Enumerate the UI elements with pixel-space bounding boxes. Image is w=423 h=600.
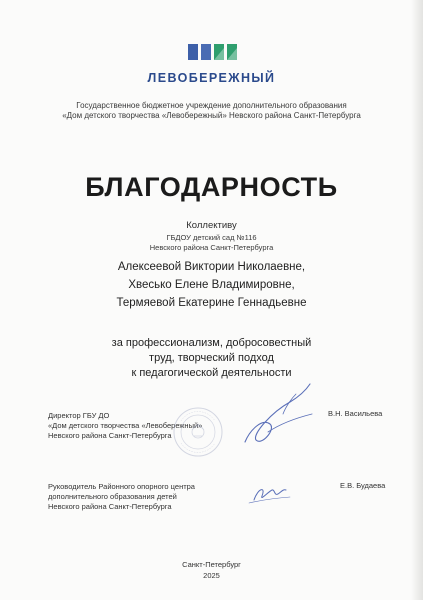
recipient-name: Алексеевой Виктории Николаевне, (117, 261, 306, 273)
institution-line: Невского района Санкт-Петербурга (149, 243, 274, 252)
footer-year: 2025 (203, 571, 220, 580)
seal-stamp-icon (174, 408, 222, 456)
center-head-handwritten-signature-icon (249, 490, 290, 503)
reason-line: за профессионализм, добросовестный (111, 337, 312, 349)
reason-line: к педагогической деятельности (131, 367, 292, 379)
signer-position-line: Невского района Санкт-Петербурга (48, 431, 172, 440)
logo-text: ЛЕВОБЕРЕЖНЫЙ (147, 71, 276, 85)
signer-position-line: Директор ГБУ ДО (48, 411, 110, 420)
footer-city: Санкт-Петербург (182, 560, 241, 569)
signer-position-line: дополнительного образования детей (48, 492, 177, 501)
center-head-name: Е.В. Будаева (340, 481, 386, 490)
recipient-heading: Коллективу (186, 220, 237, 231)
footer (0, 559, 423, 581)
org-line: Государственное бюджетное учреждение дополнительного образования (76, 101, 347, 110)
institution-line: ГБДОУ детский сад №116 (166, 233, 257, 242)
document-title: БЛАГОДАРНОСТЬ (85, 172, 338, 202)
recipient-name: Хвесько Елене Владимировне, (128, 279, 295, 291)
reason-line: труд, творческий подход (149, 352, 274, 364)
org-line: «Дом детского творчества «Левобережный» Невского района Санкт-Петербурга (62, 111, 361, 120)
director-name: В.Н. Васильева (328, 409, 383, 418)
recipient-name: Термяевой Екатерине Геннадьевне (116, 297, 307, 309)
director-handwritten-signature-icon (245, 384, 312, 442)
signer-position-line: Невского района Санкт-Петербурга (48, 502, 172, 511)
signer-position-line: Руководитель Районного опорного центра (48, 482, 195, 491)
signer-position-line: «Дом детского творчества «Левобережный» (48, 421, 203, 430)
